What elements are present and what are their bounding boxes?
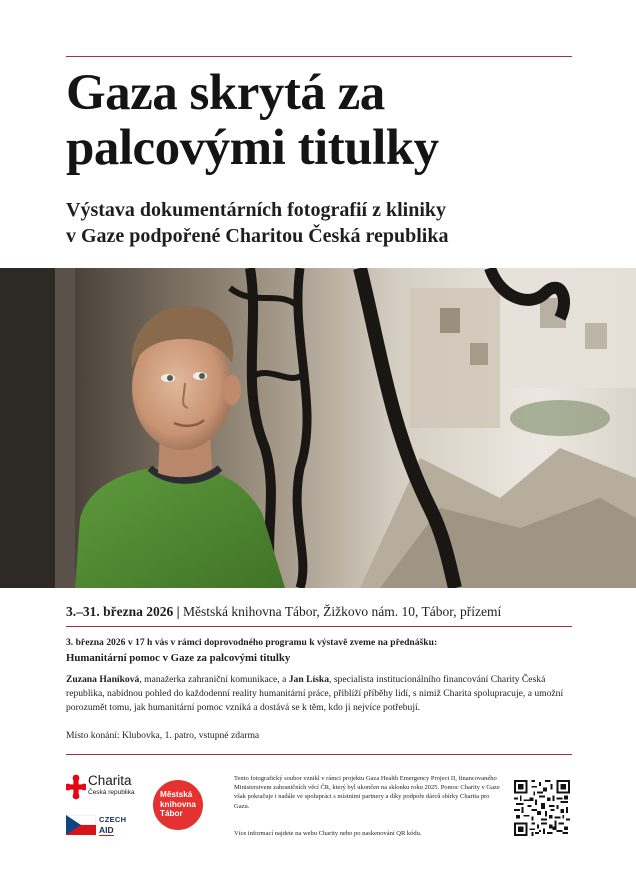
speaker-2: Jan Líska [288, 674, 330, 685]
title-line-2: palcovými titulky [66, 120, 439, 176]
subtitle-line-2: v Gaze podpořené Charitou Česká republika [66, 225, 449, 247]
page-title [66, 66, 606, 176]
description-part-1: , manažerka zahraniční komunikace, a [139, 674, 289, 685]
lecture-description [66, 673, 578, 715]
library-logo-line-1: Městská [160, 790, 193, 799]
middle-rule [66, 626, 572, 627]
funding-note: Tento fotografický soubor vznikl v rámci projektu Gaza Health Emergency Project II, financovaného Ministerstvem zahraničních věcí ČR, který byl ukončen na sklonku roku 2025. Pomoc Charity v Gaze však pokračuje i nadále ve spolupráci s místními partnery a díky podpoře dárců sbírky Charita pro Gazu. [234, 775, 500, 810]
speaker-1: Zuzana Haníková [66, 674, 140, 685]
description-part-2: , specialista institucionálního financování Charity Česká republika, nabídnou pohled do každodenní reality humanitární práce, přiblíží příběhy lidí, s nimiž Charita spolupracuje, a umožní porozumět tomu, jak humanitární pomoc vzniká a dostává se k těm, kdo ji nejvíce potřebují. [66, 674, 564, 713]
page-subtitle [66, 197, 606, 249]
photo-boy-at-window-icon [0, 268, 636, 588]
czech-aid-logo-line-1: CZECH [99, 815, 127, 824]
bottom-rule [66, 754, 572, 755]
czech-flag-icon [66, 815, 96, 835]
event-dateline [66, 603, 606, 621]
library-logo-line-3: Tábor [160, 809, 183, 818]
event-separator: | [173, 604, 183, 619]
title-line-1: Gaza skrytá za [66, 65, 385, 121]
lecture-title: Humanitární pomoc v Gaze za palcovými titulky [66, 652, 291, 664]
czech-aid-logo-aid: AID [99, 825, 114, 835]
exhibition-photo [0, 268, 636, 588]
library-logo [153, 780, 203, 830]
event-place: Městská knihovna Tábor, Žižkovo nám. 10, Tábor, přízemí [182, 604, 502, 619]
charita-logo-name: Charita [88, 773, 132, 788]
more-info-note: Více informací najdete na webu Charity nebo po naskenování QR kódu. [234, 830, 422, 837]
lecture-invite: 3. března 2026 v 17 h vás v rámci doprovodného programu k výstavě zveme na přednášku: [66, 637, 438, 648]
top-rule [66, 56, 572, 57]
venue-info: Místo konání: Klubovka, 1. patro, vstupné zdarma [66, 730, 260, 741]
qr-code-icon[interactable] [514, 780, 570, 836]
czech-aid-logo-line-2 [99, 825, 114, 835]
charita-logo-subtitle: Česká republika [88, 789, 135, 796]
charita-cross-icon [66, 774, 86, 802]
subtitle-line-1: Výstava dokumentárních fotografií z kliniky [66, 199, 447, 221]
event-dates: 3.–31. března 2026 [66, 604, 174, 619]
library-logo-line-2: knihovna [160, 799, 196, 809]
